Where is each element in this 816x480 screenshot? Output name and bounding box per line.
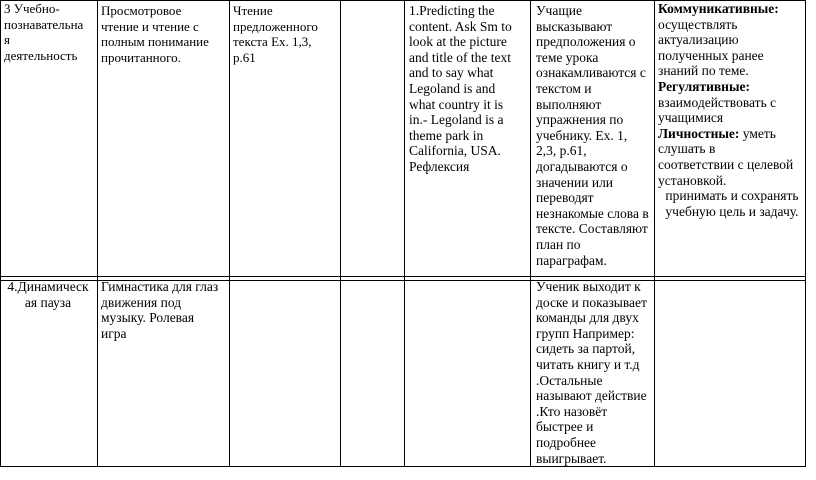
column-divider xyxy=(97,0,98,467)
uud-cell xyxy=(658,1,806,219)
row-divider xyxy=(0,276,806,277)
stage-cell: 4.Динамическ ая пауза xyxy=(7,279,89,310)
column-divider xyxy=(404,0,405,467)
column-divider xyxy=(0,0,1,467)
communicative-text: осуществлять актуализацию полученных ранее знаний по теме. xyxy=(658,16,764,79)
regulative-label: Регулятивные: xyxy=(658,78,750,94)
goal-text: принимать и сохранять учебную цель и задачу. xyxy=(665,188,799,219)
column-divider xyxy=(340,0,341,467)
regulative-text: взаимодействовать с учащимися xyxy=(658,94,777,126)
teacher-activity-cell: Просмотровое чтение и чтение с полным понимание прочитанного. xyxy=(101,3,209,65)
column-divider xyxy=(229,0,230,467)
student-activity-cell: Учащие высказывают предположения о теме урока ознакамливаются с текстом и выполняют упражнения по учебнику. Ex. 1, 2,3, p.61, догадываются о значении или переводят незнакомые слова в тексте. Составляют план по параграфам. xyxy=(536,3,649,268)
task-cell: 1.Predicting the content. Ask Sm to look at the picture and title of the text and to say what Legoland is and what country it is in.- Legoland is a theme park in California, USA. Рефлексия xyxy=(409,3,512,174)
communicative-label: Коммуникативные: xyxy=(658,1,779,16)
column-divider xyxy=(654,0,655,467)
stage-cell: 3 Учебно- познавательна я деятельность xyxy=(4,1,84,63)
student-activity-cell: Ученик выходит к доске и показывает команды для двух групп Например: сидеть за партой, читать книгу и т.д .Остальные называют действие .Кто назовёт быстрее и подробнее выигрывает. xyxy=(536,279,647,466)
teacher-activity-cell: Гимнастика для глаз движения под музыку. Ролевая игра xyxy=(101,279,219,341)
content-cell: Чтение предложенного текста Ex. 1,3, p.61 xyxy=(233,3,318,65)
personal-text: уметь слушать в соответствии с целевой установкой. xyxy=(658,125,794,188)
column-divider xyxy=(530,0,531,467)
table-border-bottom xyxy=(0,466,806,467)
personal-label: Личностные: xyxy=(658,125,740,141)
